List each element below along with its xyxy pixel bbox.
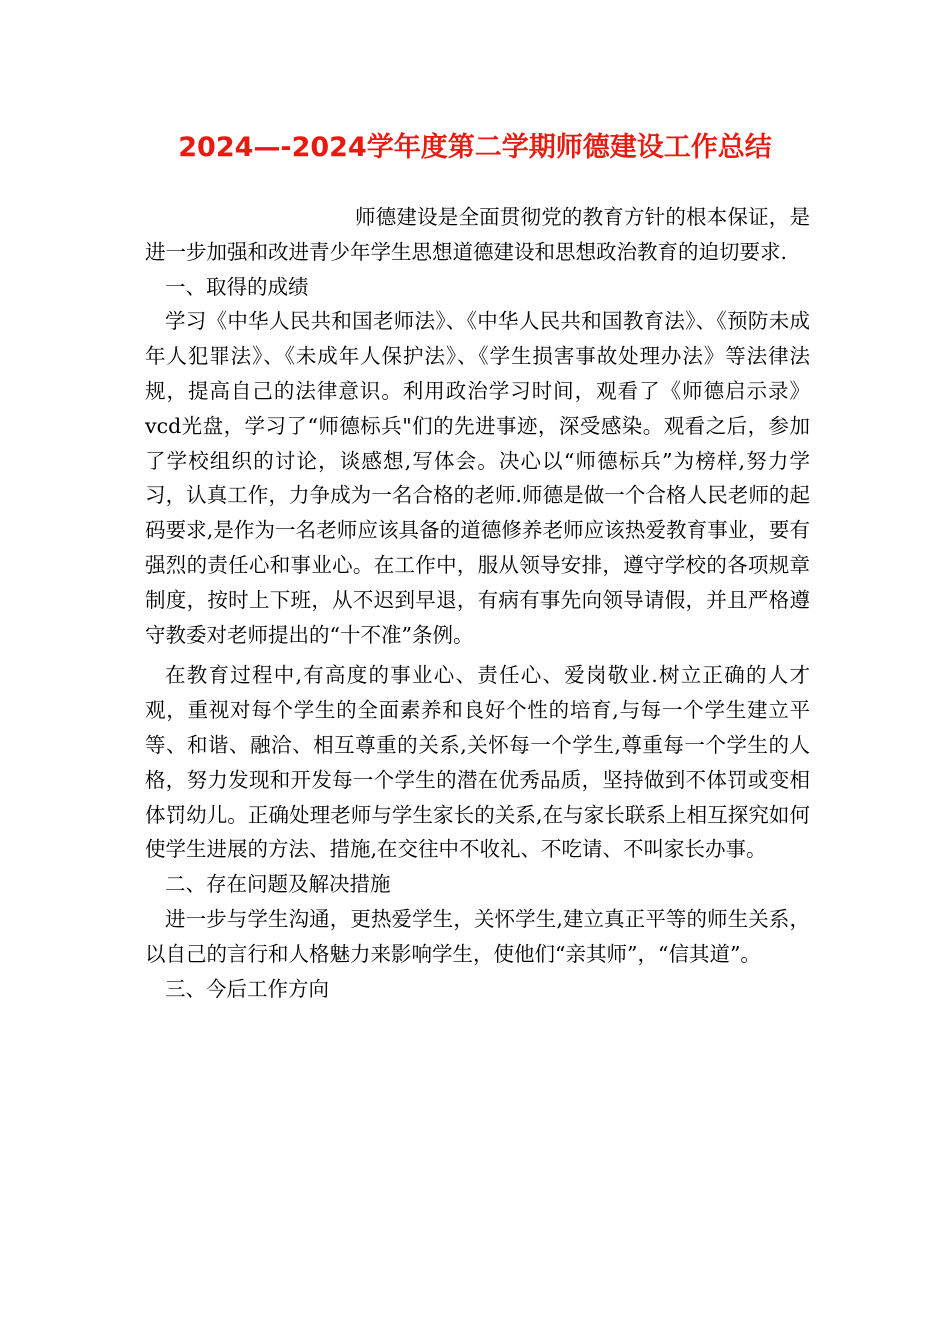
intro-paragraph: 师德建设是全面贯彻党的教育方针的根本保证，是进一步加强和改进青少年学生思想道德建设和思想政治教育的迫切要求.	[145, 205, 810, 264]
paragraph-achievements-2: 在教育过程中,有高度的事业心、责任心、爱岗敬业.树立正确的人才观，重视对每个学生的全面素养和良好个性的培育,与每一个学生建立平等、和谐、融洽、相互尊重的关系,关怀每一个学生,尊重每一个学生的人格，努力发现和开发每一个学生的潜在优秀品质，坚持做到不体罚或变相体罚幼儿。正确处理老师与学生家长的关系,在与家长联系上相互探究如何使学生进展的方法、措施,在交往中不收礼、不吃请、不叫家长办事。	[145, 663, 810, 862]
paragraph-achievements-1: 学习《中华人民共和国老师法》、《中华人民共和国教育法》、《预防未成年人犯罪法》、《未成年人保护法》、《学生损害事故处理办法》等法律法规，提高自己的法律意识。利用政治学习时间，观看了《师德启示录》vcd光盘，学习了“师德标兵"们的先进事迹，深受感染。观看之后，参加了学校组织的讨论，谈感想,写体会。决心以“师德标兵”为榜样,努力学习，认真工作，力争成为一名合格的老师.师德是做一个合格人民老师的起码要求,是作为一名老师应该具备的道德修养老师应该热爱教育事业，要有强烈的责任心和事业心。在工作中，服从领导安排，遵守学校的各项规章制度，按时上下班，从不迟到早退，有病有事先向领导请假，并且严格遵守教委对老师提出的“十不准”条例。	[145, 309, 810, 647]
section-heading-future-direction: 三、今后工作方向	[165, 976, 329, 1001]
document-body	[145, 200, 810, 1006]
document-title: 2024—-2024学年度第二学期师德建设工作总结	[178, 132, 772, 163]
paragraph-problems-1: 进一步与学生沟通，更热爱学生，关怀学生,建立真正平等的师生关系，以自己的言行和人格魅力来影响学生，使他们“亲其师”，“信其道”。	[145, 906, 810, 966]
section-heading-problems: 二、存在问题及解决措施	[165, 872, 391, 897]
section-heading-achievements: 一、取得的成绩	[165, 274, 309, 299]
